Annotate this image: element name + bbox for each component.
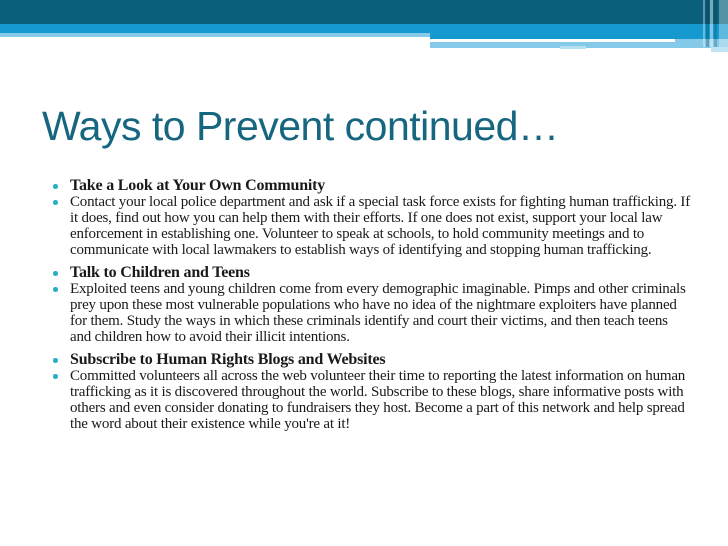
- banner-light-stripe-left: [0, 33, 430, 37]
- slide-body: [50, 177, 692, 432]
- bullet-list: [50, 177, 692, 432]
- bullet-header-children-teens: Talk to Children and Teens: [50, 264, 692, 281]
- edge-stripe: [706, 0, 709, 47]
- banner-bright-band: [0, 24, 728, 33]
- slide-title: Ways to Prevent continued…: [42, 103, 559, 149]
- bullet-body-subscribe: Committed volunteers all across the web volunteer their time to reporting the latest information on human trafficking as it is discovered throughout the world. Subscribe to these blogs, share informative posts with others and even consider donating to fundraisers they host. Become a part of this network and help spread the word about their existence while you're at it!: [50, 368, 692, 432]
- edge-stripe: [703, 0, 705, 47]
- bullet-body-community: Contact your local police department and ask if a special task force exists for fighting human trafficking. If it does, find out how you can help them with their efforts. If one does not exist, support your local law enforcement in establishing one. Volunteer to speak at schools, to hold community meetings and to communicate with local lawmakers to establish ways of identifying and stopping human trafficking.: [50, 194, 692, 258]
- banner-edge-stripes: [700, 0, 728, 47]
- edge-stripe: [719, 0, 728, 47]
- edge-stripe: [710, 0, 713, 47]
- edge-stripe: [714, 0, 717, 47]
- banner-dark-band: [0, 0, 728, 24]
- banner-corner-block: [711, 47, 728, 52]
- bullet-header-subscribe: Subscribe to Human Rights Blogs and Websites: [50, 351, 692, 368]
- banner-light-step: [560, 46, 586, 49]
- bullet-header-community: Take a Look at Your Own Community: [50, 177, 692, 194]
- bullet-body-children-teens: Exploited teens and young children come from every demographic imaginable. Pimps and other criminals prey upon these most vulnerable populations who have no idea of the nightmare exploiters have planned for them. Study the ways in which these criminals identify and court their victims, and then teach teens and children how to avoid their illicit intentions.: [50, 281, 692, 345]
